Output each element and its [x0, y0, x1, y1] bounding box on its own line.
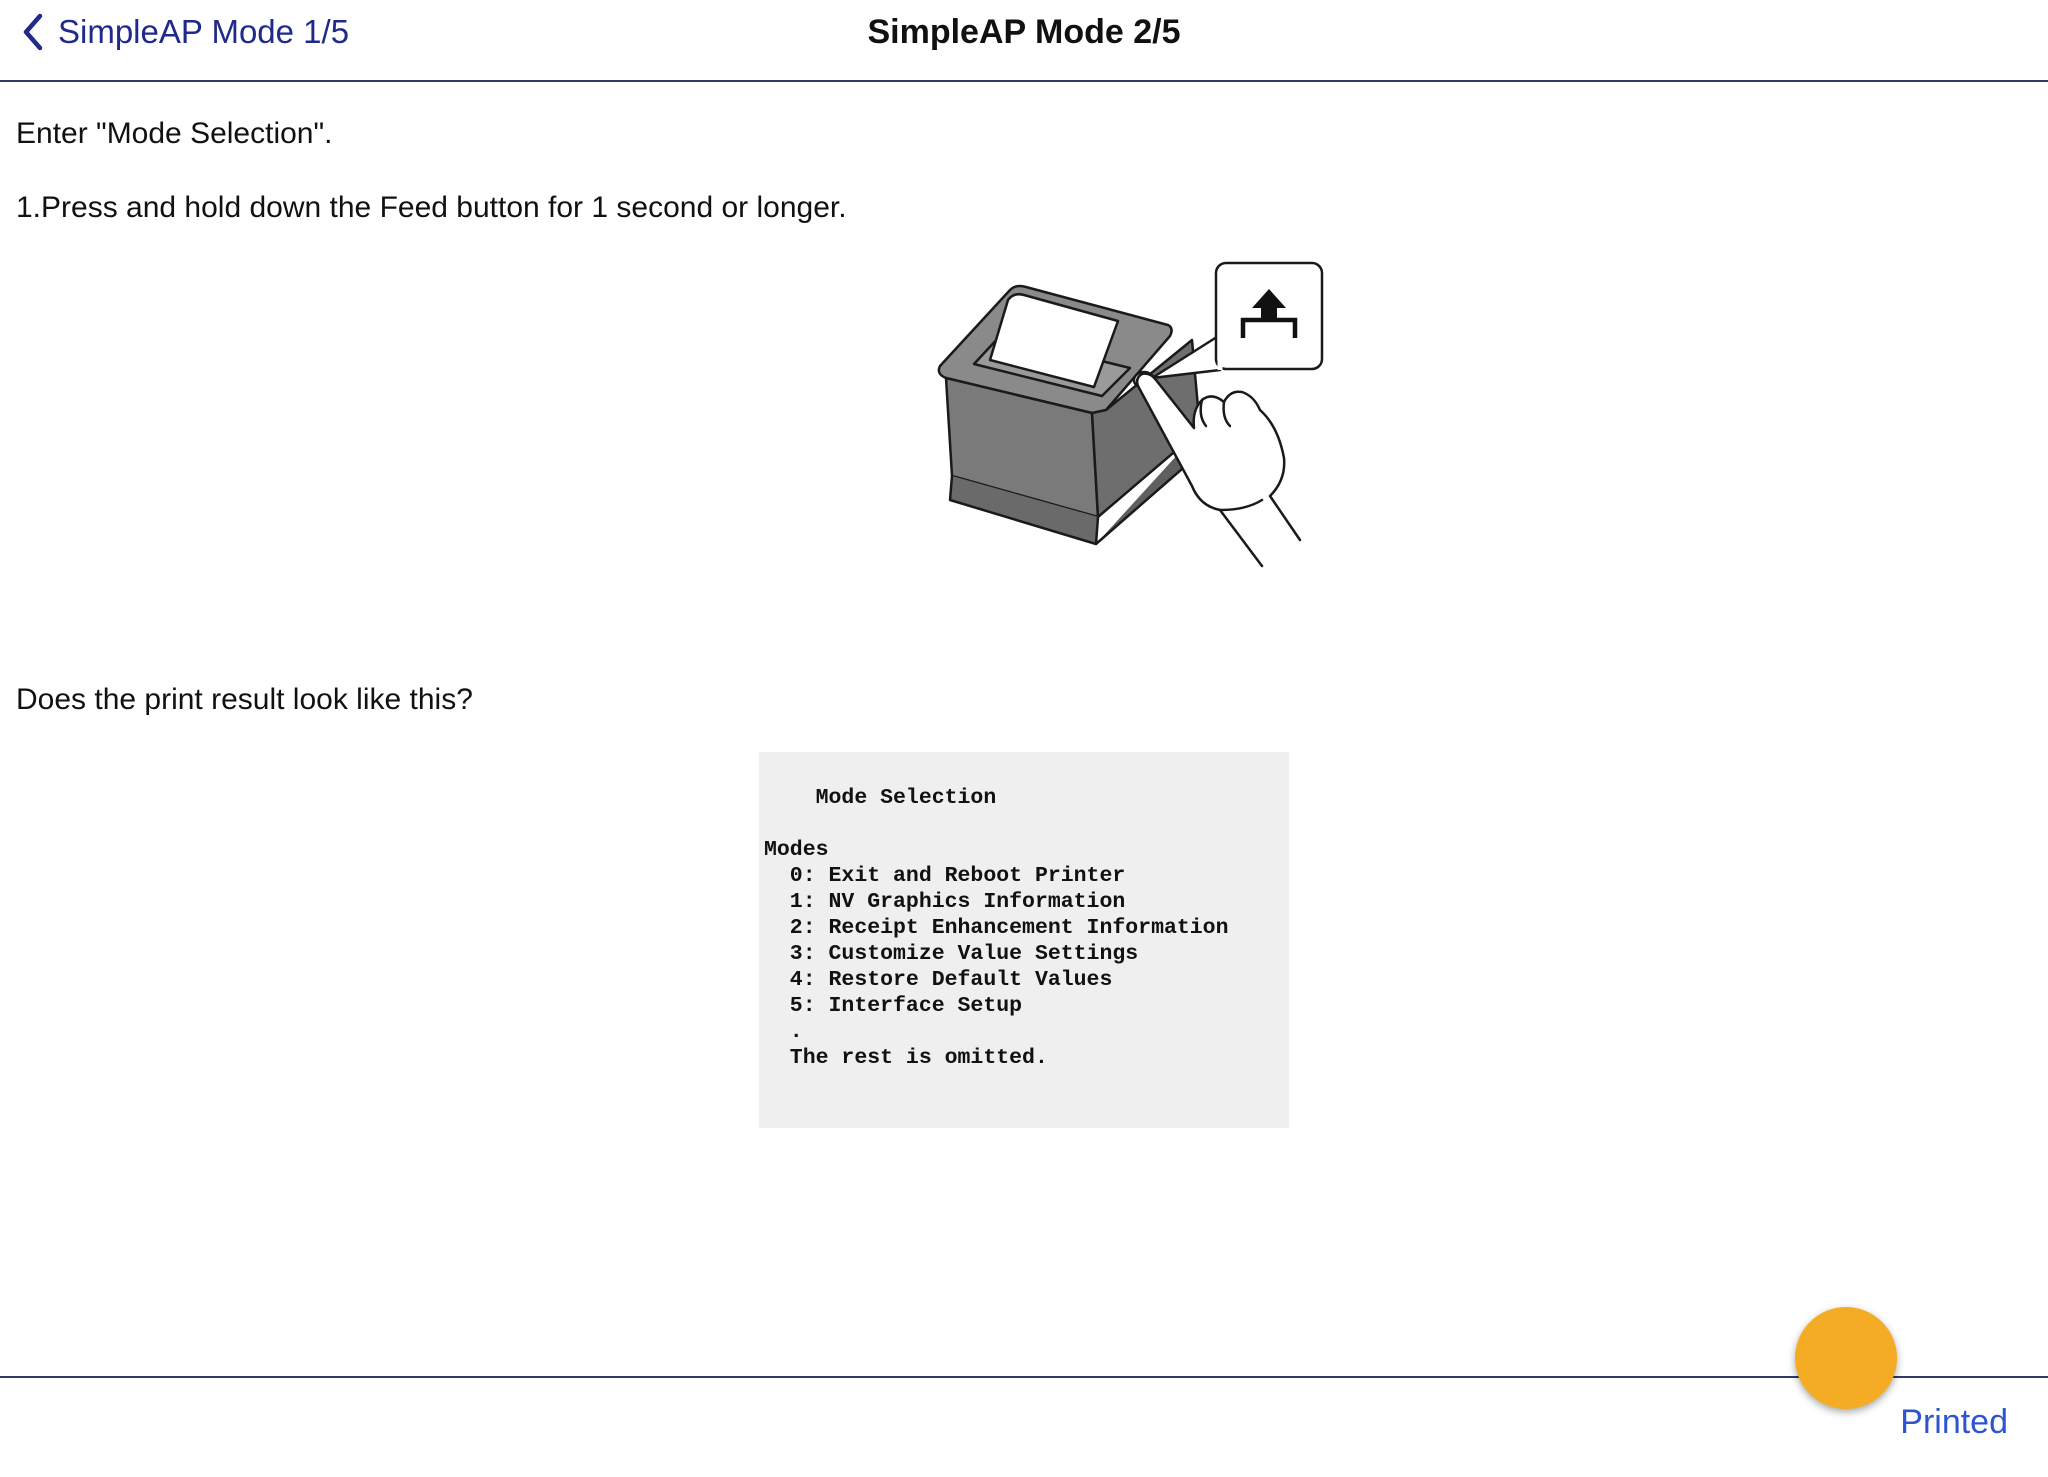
print-result-sample	[759, 752, 1289, 1128]
floating-action-button[interactable]	[1795, 1307, 1897, 1409]
printed-button[interactable]: Printed	[1900, 1403, 2008, 1441]
navigation-bar	[0, 0, 2048, 82]
print-result-question: Does the print result look like this?	[16, 683, 473, 716]
page-title: SimpleAP Mode 2/5	[867, 13, 1181, 51]
printer-feed-button-illustration	[930, 260, 1330, 635]
instruction-step: 1.Press and hold down the Feed button for 1 second or longer.	[16, 191, 847, 224]
instruction-heading: Enter "Mode Selection".	[16, 117, 333, 150]
bottom-toolbar-divider	[0, 1376, 2048, 1378]
feed-button-callout	[1152, 263, 1322, 378]
back-button-label: SimpleAP Mode 1/5	[58, 13, 350, 50]
hand-icon	[1137, 374, 1300, 566]
print-result-text: Mode Selection Modes 0: Exit and Reboot Printer 1: NV Graphics Information 2: Receipt Enhancement Information 3: Customize Value Settings 4: Restore Default Values 5: Interface Setup . The rest is omitted.	[764, 786, 1229, 1070]
